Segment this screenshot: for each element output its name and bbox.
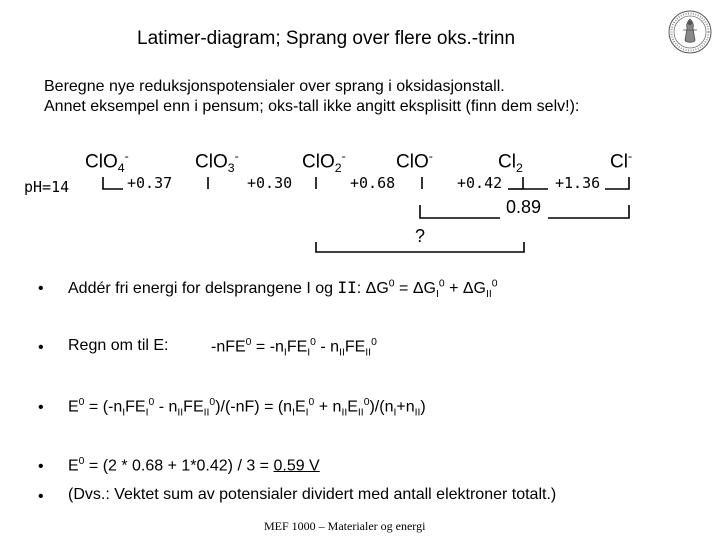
bullet-2-equation: $-nFE^0 = -n_IFE_I^0 - n_{II}FE_{II}^0$ [211,337,377,359]
species-clo4: ClO$_4$- [85,149,129,176]
footer-text: MEF 1000 – Materialer og energi [264,519,426,533]
ph-label: pH=14 [24,178,70,196]
bullet-1-marker: • [38,280,44,297]
bullet-4-text: $E^0 = (2 * 0.68 + 1*0.42) / 3 = 0.59$ V [68,456,320,475]
potential-4: +0.42 [457,174,503,192]
result-value: 0.59 V [273,457,320,475]
bullet-1-text: Addér fri energi for delsprangene I og II: $\Delta G^0 = \Delta G_I^0 + \Delta G_{II}^0$ [68,278,498,301]
species-clo2: ClO$_2$- [302,149,346,176]
potential-5: +1.36 [555,174,601,192]
slide-title: Latimer-diagram; Sprang over flere oks.-trinn [137,28,516,49]
step-bracket-1 [103,177,123,189]
bullet-5-marker: • [38,488,44,505]
bracket-combined [420,205,629,218]
species-clo3: ClO$_3$- [195,149,239,176]
species-clo: ClO- [396,149,433,173]
species-cl2: $Cl_2$ [498,151,523,176]
step-bracket-6 [605,177,629,189]
potential-1: +0.37 [127,174,173,192]
bullet-2-label: Regn om til E: [68,337,169,354]
bracket-unknown [316,242,524,252]
intro-line-2: Annet eksempel enn i pensum; oks-tall ikke angitt eksplisitt (finn dem selv!): [44,98,580,115]
bullet-3-marker: • [38,399,44,416]
bullet-3-text: $E^0 = (-n_IFE_I^0 - n_{II}FE_{II}^0)/(-nF) = (n_IE_I^0 + n_{II}E_{II}^0)/(n_I+n_{II})$ [68,397,426,419]
species-cl-minus: Cl- [610,149,633,173]
potential-2: +0.30 [247,174,293,192]
combined-potential: 0.89 [506,197,542,217]
potential-3: +0.68 [350,174,396,192]
bullet-4-marker: • [38,458,44,475]
bullet-5-text: (Dvs.: Vektet sum av potensialer dividert med antall elektroner totalt.) [68,486,557,503]
intro-line-1: Beregne nye reduksjonspotensialer over sprang i oksidasjonstall. [44,78,505,95]
bullet-2-marker: • [38,339,44,356]
unknown-potential: ? [415,226,426,246]
